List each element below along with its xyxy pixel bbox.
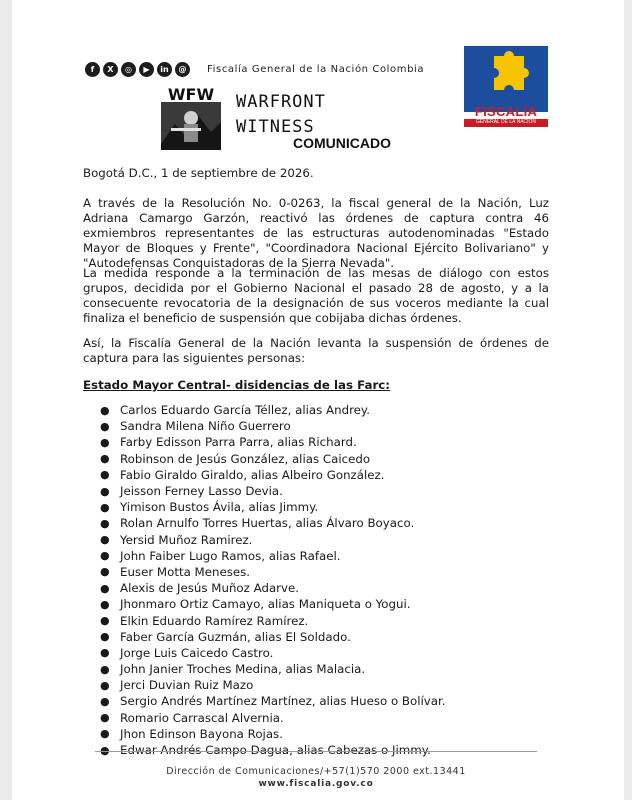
bullet-icon: ● — [100, 500, 110, 514]
list-item — [100, 710, 446, 726]
bullet-icon: ● — [100, 678, 110, 692]
puzzle-icon — [494, 51, 529, 90]
bullet-icon: ● — [100, 484, 110, 498]
person-name: Farby Edisson Parra Parra, alias Richard. — [120, 435, 357, 450]
list-item — [100, 580, 446, 596]
bullet-icon: ● — [100, 581, 110, 595]
paragraph-3: Así, la Fiscalía General de la Nación levanta la suspensión de órdenes de captura para las siguientes personas: — [83, 336, 549, 365]
list-item — [100, 596, 446, 612]
person-name: Fabio Giraldo Giraldo, alias Albeiro González. — [120, 467, 385, 482]
bullet-icon: ● — [100, 662, 110, 676]
paragraph-1: A través de la Resolución No. 0-0263, la fiscal general de la Nación, Luz Adriana Camargo Garzón, reactivó las órdenes de captura contra 46 exmiembros representantes de las estructuras autodenominadas "Estado Mayor de Bloques y Frente", "Coordinadora Nacional Ejército Bolivariano" y "Autodefensas Conquistadoras de la Sierra Nevada". — [83, 196, 549, 270]
list-item — [100, 499, 446, 515]
list-item — [100, 532, 446, 548]
person-name: Sandra Milena Niño Guerrero — [120, 419, 291, 434]
bullet-icon: ● — [100, 468, 110, 482]
list-item — [100, 726, 446, 742]
person-name: Jorge Luis Caicedo Castro. — [120, 645, 274, 660]
bullet-icon: ● — [100, 727, 110, 741]
document-type: COMUNICADO — [293, 135, 391, 151]
fiscalia-name: FISCALÍA — [474, 104, 538, 119]
footer-website[interactable]: www.fiscalia.gov.co — [258, 779, 374, 789]
bullet-icon: ● — [100, 533, 110, 547]
list-item — [100, 402, 446, 418]
list-item — [100, 434, 446, 450]
logo-lettering: WFW — [167, 85, 215, 104]
instagram-icon[interactable]: ◎ — [121, 62, 136, 77]
footer-divider — [95, 751, 537, 752]
list-item — [100, 548, 446, 564]
list-item — [100, 677, 446, 693]
warfront-witness-logo — [155, 84, 227, 152]
person-name: Elkin Eduardo Ramírez Ramírez. — [120, 613, 309, 628]
list-item — [100, 418, 446, 434]
person-name: Sergio Andrés Martínez Martínez, alias Hueso o Bolívar. — [120, 694, 446, 709]
person-name: Carlos Eduardo García Téllez, alias Andrey. — [120, 403, 370, 418]
list-item — [100, 661, 446, 677]
bullet-icon: ● — [100, 452, 110, 466]
bullet-icon: ● — [100, 694, 110, 708]
bullet-icon: ● — [100, 549, 110, 563]
list-item — [100, 467, 446, 483]
list-item — [100, 629, 446, 645]
list-item — [100, 483, 446, 499]
bullet-icon: ● — [100, 646, 110, 660]
youtube-icon[interactable]: ▶ — [139, 62, 154, 77]
bullet-icon: ● — [100, 435, 110, 449]
section-heading: Estado Mayor Central- disidencias de las Farc: — [83, 378, 390, 392]
person-name: Rolan Arnulfo Torres Huertas, alias Álvaro Boyaco. — [120, 516, 415, 531]
bullet-icon: ● — [100, 711, 110, 725]
x-icon[interactable]: X — [103, 62, 118, 77]
fiscalia-subtitle: GENERAL DE LA NACIÓN — [464, 119, 548, 127]
person-name: Jerci Duvian Ruiz Mazo — [120, 678, 254, 693]
threads-icon[interactable]: @ — [175, 62, 190, 77]
paragraph-2: La medida responde a la terminación de las mesas de diálogo con estos grupos, decidida por el Gobierno Nacional el pasado 28 de agosto, y a la consecuente revocatoria de la designación de sus voceros mediante la cual finaliza el beneficio de suspensión que cobijaba dichas órdenes. — [83, 266, 549, 325]
list-item — [100, 693, 446, 709]
list-item — [100, 515, 446, 531]
watermark-title-line1: WARFRONT — [236, 92, 326, 112]
list-item — [100, 451, 446, 467]
bullet-icon: ● — [100, 403, 110, 417]
bullet-icon: ● — [100, 419, 110, 433]
social-icons-row — [85, 62, 190, 77]
person-name: Yersid Muñoz Ramirez. — [120, 532, 253, 547]
person-name: Jeisson Ferney Lasso Devia. — [120, 484, 283, 499]
bullet-icon: ● — [100, 597, 110, 611]
person-name: Yimison Bustos Ávila, alias Jimmy. — [120, 500, 319, 515]
person-name: John Faiber Lugo Ramos, alias Rafael. — [120, 548, 341, 563]
org-line: Fiscalía General de la Nación Colombia — [207, 64, 425, 75]
bullet-icon: ● — [100, 516, 110, 530]
person-name: Jhonmaro Ortiz Camayo, alias Maniqueta o Yogui. — [120, 597, 411, 612]
person-name: John Janier Troches Medina, alias Malacia. — [120, 662, 366, 677]
names-list — [100, 402, 446, 758]
person-name: Jhon Edinson Bayona Rojas. — [120, 726, 283, 741]
footer-contact: Dirección de Comunicaciones/+57(1)570 2000 ext.13441 — [166, 766, 466, 777]
bullet-icon: ● — [100, 630, 110, 644]
linkedin-icon[interactable]: in — [157, 62, 172, 77]
dateline: Bogotá D.C., 1 de septiembre de 2026. — [83, 166, 314, 180]
bullet-icon: ● — [100, 614, 110, 628]
person-name: Euser Motta Meneses. — [120, 564, 251, 579]
person-name: Robinson de Jesús González, alias Caicedo — [120, 451, 371, 466]
list-item — [100, 612, 446, 628]
person-name: Alexis de Jesús Muñoz Adarve. — [120, 581, 300, 596]
watermark-title-line2: WITNESS — [236, 117, 315, 137]
facebook-icon[interactable]: f — [85, 62, 100, 77]
list-item — [100, 645, 446, 661]
person-name: Romario Carrascal Alvernia. — [120, 710, 284, 725]
list-item — [100, 564, 446, 580]
bullet-icon: ● — [100, 565, 110, 579]
person-name: Faber García Guzmán, alias El Soldado. — [120, 629, 351, 644]
